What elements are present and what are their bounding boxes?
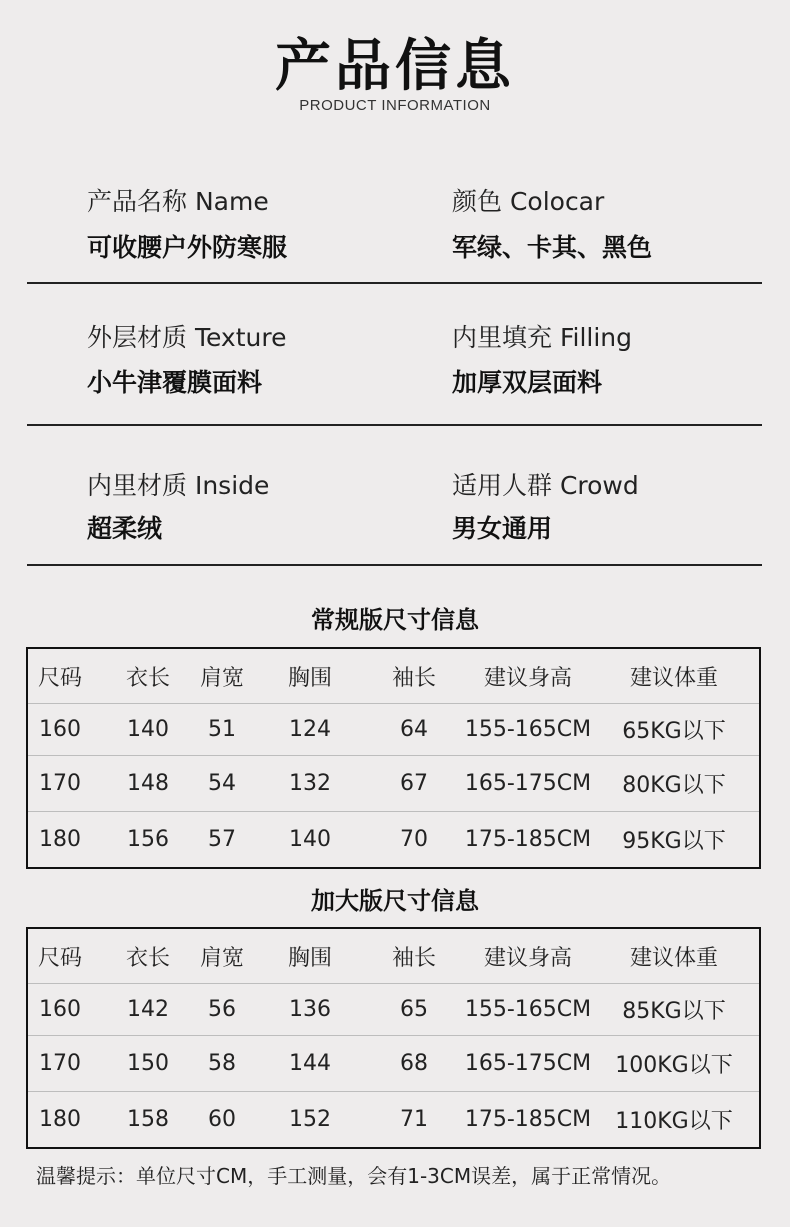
- cell-shoulder: 60: [208, 1107, 236, 1132]
- cell-shoulder: 58: [208, 1051, 236, 1076]
- cell-weight: 100KG以下: [615, 1053, 733, 1078]
- cell-weight: 85KG以下: [622, 999, 726, 1024]
- table-row: [28, 983, 759, 1035]
- info-label-crowd: 适用人群 Crowd: [452, 471, 639, 500]
- page-title: 产品信息: [275, 34, 515, 99]
- header-cell-length: 衣长: [125, 945, 170, 971]
- cell-size: 160: [39, 997, 81, 1022]
- table-header-row: [28, 929, 759, 983]
- info-value-inside: 超柔绒: [87, 514, 163, 543]
- cell-height: 165-175CM: [464, 771, 592, 796]
- info-label-color: 颜色 Colocar: [452, 187, 605, 216]
- size-table-plus: [26, 927, 761, 1149]
- header-cell-chest: 胸围: [287, 945, 332, 971]
- cell-shoulder: 51: [208, 717, 236, 742]
- cell-shoulder: 56: [208, 997, 236, 1022]
- cell-sleeve: 67: [400, 771, 428, 796]
- info-label-name: 产品名称 Name: [87, 187, 269, 216]
- table-row: [28, 703, 759, 755]
- cell-weight: 95KG以下: [622, 829, 726, 854]
- info-label-filling: 内里填充 Filling: [452, 323, 633, 352]
- cell-sleeve: 68: [400, 1051, 428, 1076]
- header-cell-shoulder: 肩宽: [199, 665, 244, 691]
- size-table-regular: [26, 647, 761, 869]
- divider: [27, 282, 762, 284]
- table-row: [28, 1035, 759, 1091]
- info-label-texture: 外层材质 Texture: [87, 323, 287, 352]
- cell-chest: 132: [289, 771, 331, 796]
- cell-weight: 110KG以下: [615, 1109, 733, 1134]
- cell-height: 155-165CM: [464, 717, 592, 742]
- divider: [27, 564, 762, 566]
- info-label-inside: 内里材质 Inside: [87, 471, 270, 500]
- header-cell-sleeve: 袖长: [391, 945, 436, 971]
- cell-size: 160: [39, 717, 81, 742]
- header-cell-sleeve: 袖长: [391, 665, 436, 691]
- table-title-regular: 常规版尺寸信息: [311, 606, 479, 634]
- cell-chest: 152: [289, 1107, 331, 1132]
- table-header-row: [28, 649, 759, 703]
- cell-shoulder: 57: [208, 827, 236, 852]
- table-row: [28, 811, 759, 867]
- header-cell-length: 衣长: [125, 665, 170, 691]
- header-cell-height: 建议身高: [483, 665, 572, 691]
- info-value-filling: 加厚双层面料: [452, 368, 603, 397]
- header-cell-size: 尺码: [37, 665, 82, 691]
- cell-height: 155-165CM: [464, 997, 592, 1022]
- cell-sleeve: 71: [400, 1107, 428, 1132]
- header-cell-height: 建议身高: [483, 945, 572, 971]
- page-subtitle: PRODUCT INFORMATION: [299, 97, 491, 114]
- cell-sleeve: 65: [400, 997, 428, 1022]
- cell-sleeve: 70: [400, 827, 428, 852]
- cell-size: 180: [39, 827, 81, 852]
- cell-height: 165-175CM: [464, 1051, 592, 1076]
- cell-sleeve: 64: [400, 717, 428, 742]
- header-cell-size: 尺码: [37, 945, 82, 971]
- cell-size: 170: [39, 1051, 81, 1076]
- header-cell-shoulder: 肩宽: [199, 945, 244, 971]
- table-title-plus: 加大版尺寸信息: [311, 887, 479, 915]
- table-row: [28, 1091, 759, 1147]
- cell-chest: 124: [289, 717, 331, 742]
- header-cell-weight: 建议体重: [629, 665, 718, 691]
- cell-chest: 140: [289, 827, 331, 852]
- cell-size: 170: [39, 771, 81, 796]
- cell-weight: 80KG以下: [622, 773, 726, 798]
- cell-length: 156: [127, 827, 169, 852]
- cell-length: 148: [127, 771, 169, 796]
- table-row: [28, 755, 759, 811]
- tip-note: 温馨提示：单位尺寸CM，手工测量，会有1-3CM误差，属于正常情况。: [36, 1164, 672, 1188]
- cell-length: 150: [127, 1051, 169, 1076]
- cell-length: 158: [127, 1107, 169, 1132]
- cell-length: 140: [127, 717, 169, 742]
- cell-chest: 136: [289, 997, 331, 1022]
- cell-size: 180: [39, 1107, 81, 1132]
- divider: [27, 424, 762, 426]
- cell-length: 142: [127, 997, 169, 1022]
- info-value-texture: 小牛津覆膜面料: [87, 368, 263, 397]
- header-cell-chest: 胸围: [287, 665, 332, 691]
- info-value-name: 可收腰户外防寒服: [87, 233, 288, 262]
- cell-height: 175-185CM: [464, 1107, 592, 1132]
- info-value-color: 军绿、卡其、黑色: [452, 233, 653, 262]
- cell-height: 175-185CM: [464, 827, 592, 852]
- cell-shoulder: 54: [208, 771, 236, 796]
- cell-weight: 65KG以下: [622, 719, 726, 744]
- header-cell-weight: 建议体重: [629, 945, 718, 971]
- info-value-crowd: 男女通用: [452, 514, 553, 543]
- cell-chest: 144: [289, 1051, 331, 1076]
